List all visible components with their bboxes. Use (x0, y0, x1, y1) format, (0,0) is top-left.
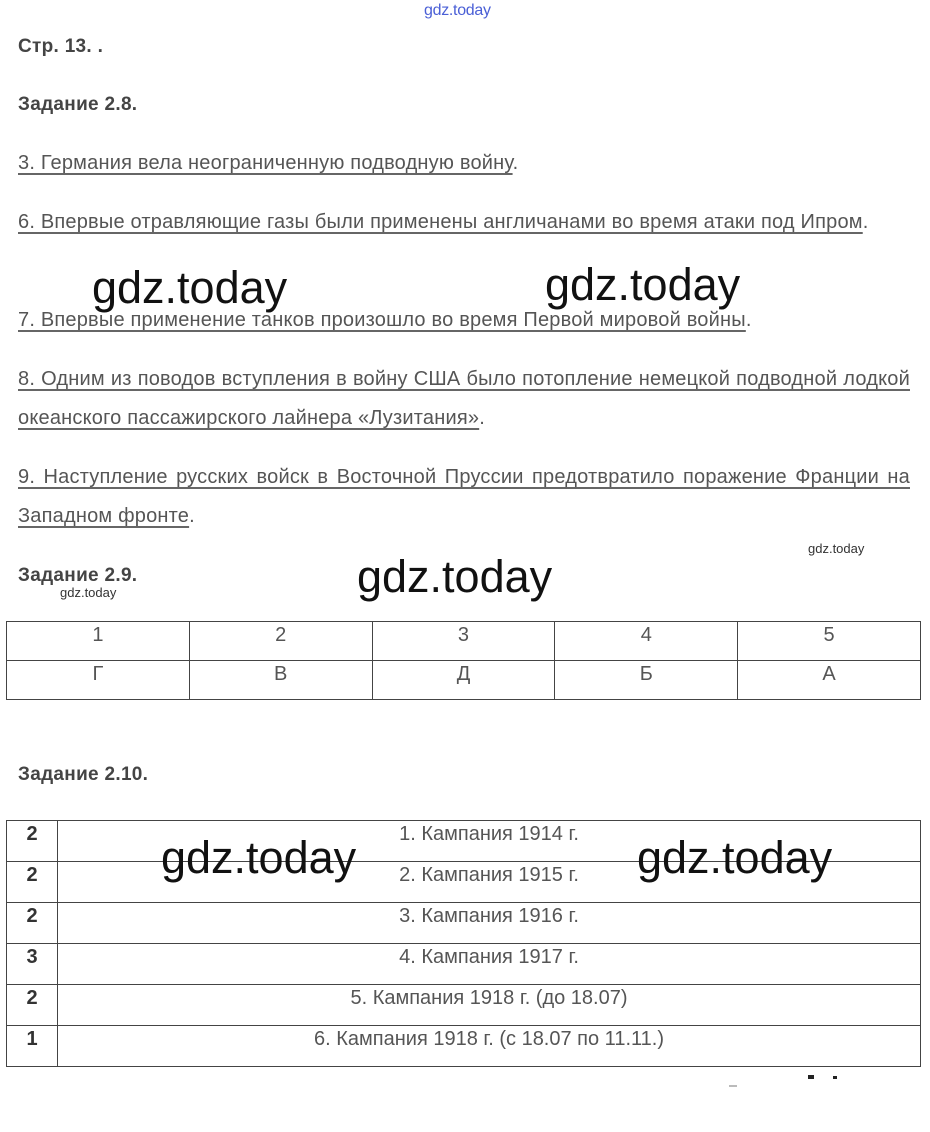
task-2-9-table (6, 621, 921, 700)
task-2-8-answer-9 (18, 458, 910, 536)
table-row (7, 985, 921, 1026)
table-cell: Г (7, 661, 190, 700)
scan-mark (833, 1076, 837, 1079)
answer-text: 8. Одним из поводов вступления в войну США было потопление немецкой подводной лодкой океанского пассажирского лайнера «Лузитания» (18, 368, 910, 429)
answer-end: . (479, 407, 485, 429)
row-label: 1. Кампания 1914 г. (58, 821, 921, 862)
watermark-small: gdz.today (808, 541, 865, 556)
watermark: gdz.today (161, 832, 357, 883)
table-row (7, 903, 921, 944)
site-link[interactable]: gdz.today (424, 2, 491, 19)
table-cell: 1 (7, 622, 190, 661)
answer-end: . (862, 211, 869, 233)
answer-text: 7. Впервые применение танков произошло во время Первой мировой войны (18, 309, 746, 331)
row-number: 3 (7, 944, 58, 985)
row-number: 2 (7, 985, 58, 1026)
row-number: 2 (7, 903, 58, 944)
page-reference: Стр. 13. . (18, 36, 104, 57)
table-cell: А (738, 661, 921, 700)
task-2-8-answer-8 (18, 360, 910, 438)
row-label: 6. Кампания 1918 г. (с 18.07 по 11.11.) (58, 1026, 921, 1067)
answer-text: 3. Германия вела неограниченную подводную войну (18, 152, 513, 174)
row-label: 3. Кампания 1916 г. (58, 903, 921, 944)
task-2-8-answer-6 (18, 203, 910, 242)
watermark: gdz.today (637, 832, 833, 883)
scan-mark (808, 1075, 814, 1079)
task-2-9-heading: Задание 2.9. (18, 565, 138, 586)
task-2-8-heading: Задание 2.8. (18, 94, 138, 115)
answer-text: 9. Наступление русских войск в Восточной Пруссии предотвратило поражение Франции на Западном фронте (18, 466, 910, 527)
table-row (7, 944, 921, 985)
answer-end: . (189, 505, 195, 527)
table-header-row (7, 622, 921, 661)
answer-text: 6. Впервые отравляющие газы были применены англичанами во время атаки под Ипром (18, 211, 863, 233)
table-cell: Б (555, 661, 738, 700)
table-row (7, 1026, 921, 1067)
row-number: 2 (7, 862, 58, 903)
table-cell: В (189, 661, 372, 700)
answer-end: . (745, 309, 752, 331)
table-cell: Д (372, 661, 555, 700)
watermark: gdz.today (357, 551, 553, 602)
row-number: 1 (7, 1026, 58, 1067)
task-2-8-answer-3 (18, 144, 910, 183)
table-cell: 5 (738, 622, 921, 661)
scan-mark (729, 1085, 737, 1087)
table-answer-row (7, 661, 921, 700)
table-cell: 4 (555, 622, 738, 661)
answer-end: . (512, 152, 519, 174)
watermark: gdz.today (92, 262, 288, 313)
task-2-10-heading: Задание 2.10. (18, 764, 149, 785)
table-cell: 2 (189, 622, 372, 661)
row-number: 2 (7, 821, 58, 862)
row-label: 5. Кампания 1918 г. (до 18.07) (58, 985, 921, 1026)
table-cell: 3 (372, 622, 555, 661)
watermark-small: gdz.today (60, 585, 117, 600)
watermark: gdz.today (545, 259, 741, 310)
row-label: 4. Кампания 1917 г. (58, 944, 921, 985)
row-label: 2. Кампания 1915 г. (58, 862, 921, 903)
